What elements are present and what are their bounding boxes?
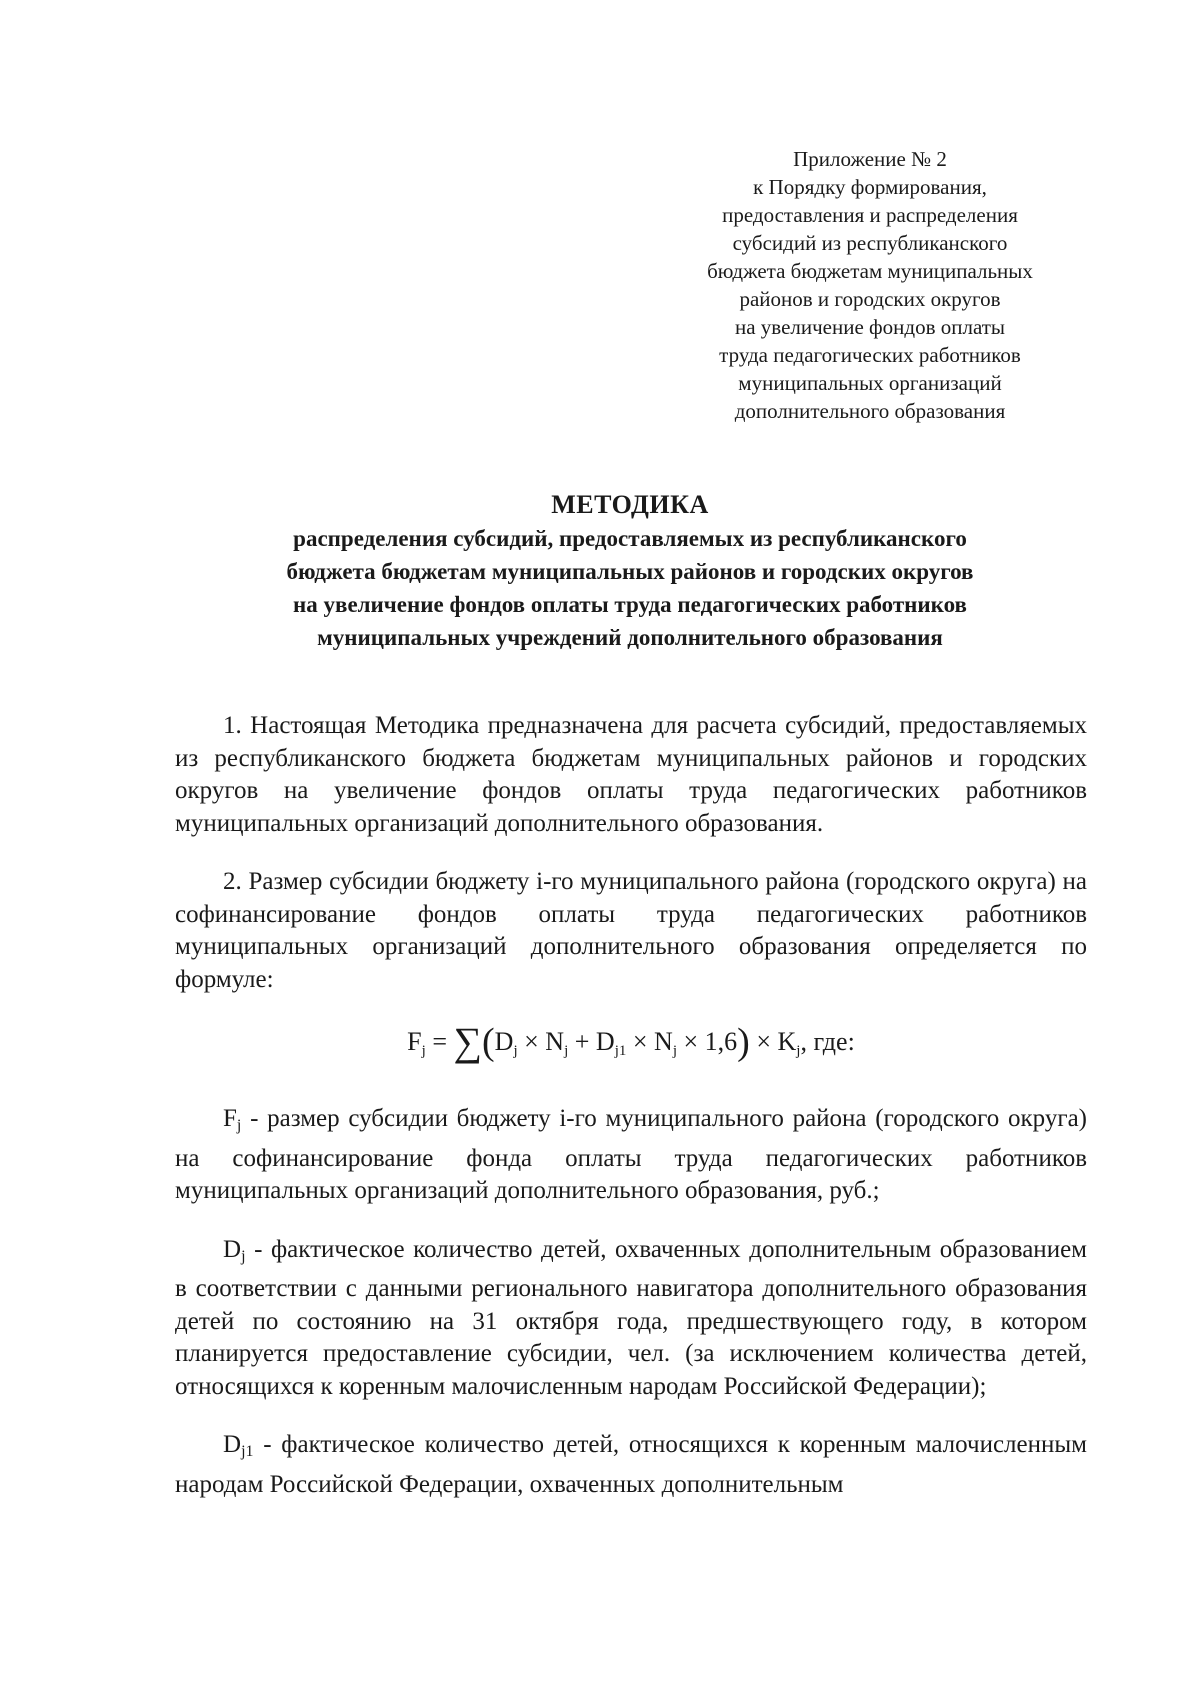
appendix-line: предоставления и распределения bbox=[722, 203, 1018, 227]
subsidy-formula: $F_j = \sum(D_j \times N_j + D_{j1} \times N_j \times 1,6) \times K_j$, где: bbox=[407, 1019, 855, 1064]
title-main: МЕТОДИКА bbox=[551, 490, 709, 519]
appendix-line: дополнительного образования bbox=[734, 399, 1006, 423]
appendix-line: муниципальных организаций bbox=[738, 371, 1002, 395]
document-body bbox=[175, 710, 1087, 1527]
appendix-line: Приложение № 2 bbox=[793, 147, 947, 171]
subtitle-line: муниципальных учреждений дополнительного образования bbox=[317, 625, 943, 650]
appendix-line: районов и городских округов bbox=[739, 287, 1001, 311]
subtitle-line: на увеличение фондов оплаты труда педагогических работников bbox=[293, 592, 967, 617]
definition-dj: $D_j$ - фактическое количество детей, охваченных дополнительным образованием в соответствии с данными регионального навигатора дополнительного образования детей по состоянию на 31 октября года, предшествующего году, в котором планируется предоставление субсидии, чел. (за исключением количества детей, относящихся к коренным малочисленным народам Российской Федерации); bbox=[175, 1235, 1087, 1400]
appendix-header bbox=[620, 145, 1120, 425]
appendix-line: субсидий из республиканского bbox=[732, 231, 1008, 255]
title-subtitle bbox=[150, 522, 1110, 654]
subtitle-line: распределения субсидий, предоставляемых из республиканского bbox=[293, 526, 967, 551]
appendix-line: труда педагогических работников bbox=[719, 343, 1021, 367]
definition-fj: $F_j$ - размер субсидии бюджету i-го муниципального района (городского округа) на софинансирование фонда оплаты труда педагогических работников муниципальных организаций дополнительного образования, руб.; bbox=[175, 1105, 1087, 1204]
paragraph-1: 1. Настоящая Методика предназначена для расчета субсидий, предоставляемых из республиканского бюджета бюджетам муниципальных районов и городских округов на увеличение фондов оплаты труда педагогических работников муниципальных организаций дополнительного образования. bbox=[175, 712, 1087, 837]
subtitle-line: бюджета бюджетам муниципальных районов и городских округов bbox=[286, 559, 974, 584]
appendix-line: к Порядку формирования, bbox=[753, 175, 987, 199]
appendix-line: на увеличение фондов оплаты bbox=[734, 315, 1006, 339]
document-title bbox=[150, 488, 1110, 654]
appendix-line: бюджета бюджетам муниципальных bbox=[707, 259, 1033, 283]
paragraph-2: 2. Размер субсидии бюджету i-го муниципального района (городского округа) на софинансирование фондов оплаты труда педагогических работников муниципальных организаций дополнительного образования определяется по формуле: bbox=[175, 868, 1087, 993]
definition-dj1: $D_{j1}$ - фактическое количество детей, относящихся к коренным малочисленным народам Российской Федерации, охваченных дополнительным bbox=[175, 1431, 1087, 1498]
